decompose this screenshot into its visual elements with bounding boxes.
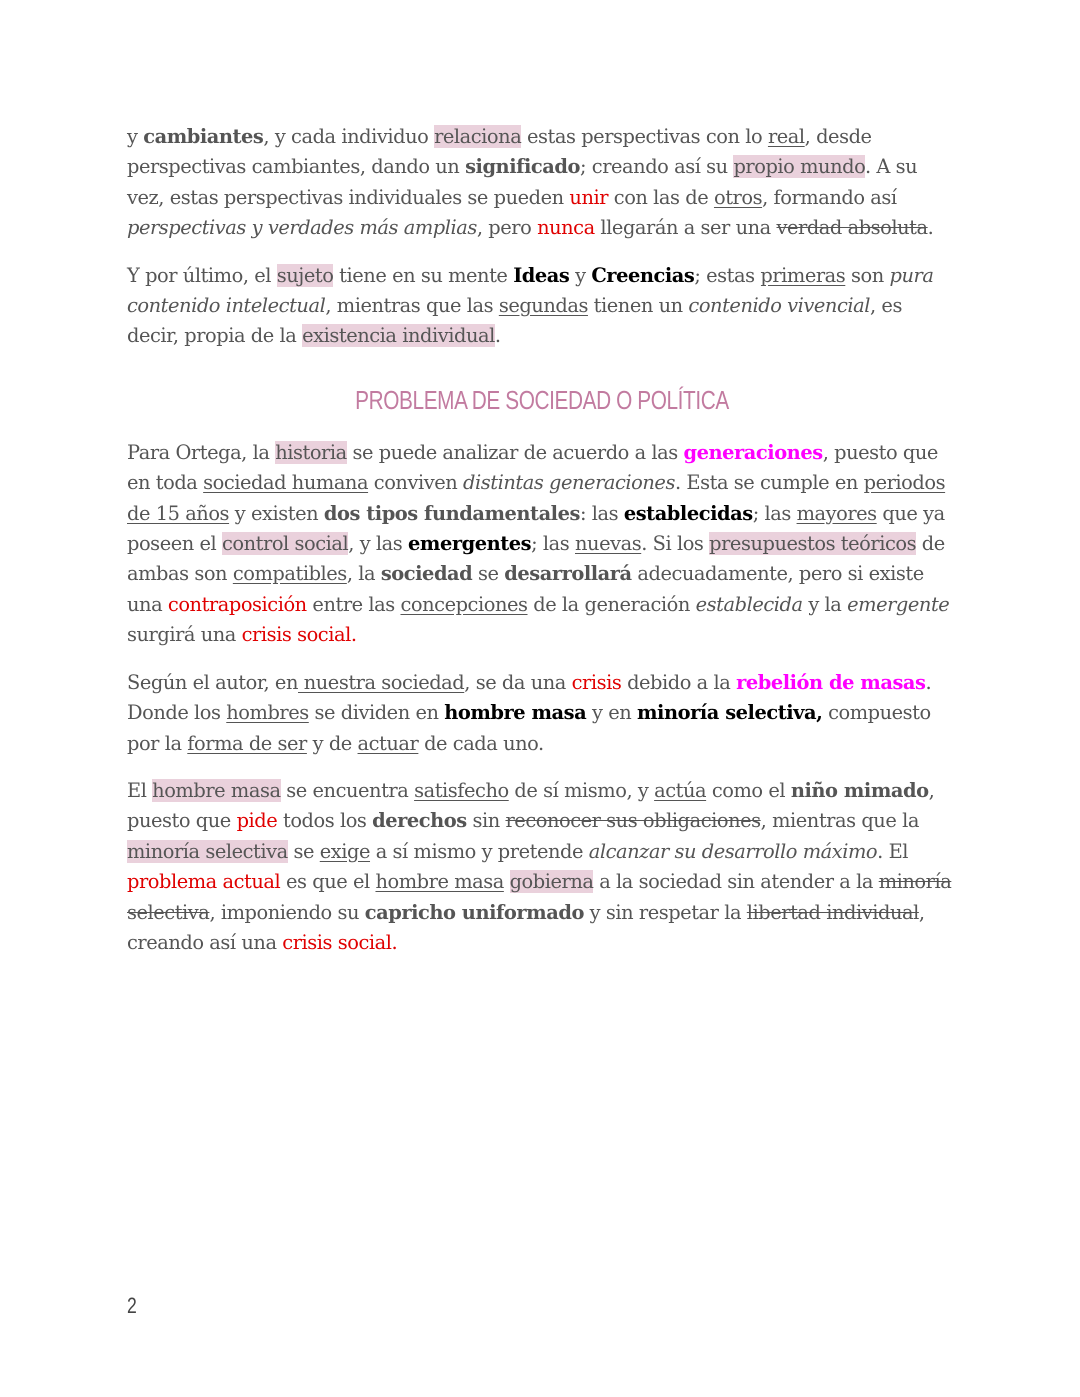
section-heading: PROBLEMA DE SOCIEDAD O POLÍTICA	[355, 384, 729, 415]
text: y	[569, 263, 592, 287]
highlighted-text: hombre masa	[152, 778, 281, 802]
text: Según el autor, en	[127, 670, 298, 694]
highlighted-text: existencia individual	[302, 324, 495, 348]
text: estas perspectivas con lo	[521, 125, 768, 148]
highlighted-text: relaciona	[434, 125, 522, 148]
underlined-text: forma de ser	[187, 731, 307, 755]
underlined-text: otros	[713, 185, 763, 209]
text: , mientras que la	[760, 809, 919, 833]
bold-text: cambiantes	[143, 125, 264, 148]
text: se puede analizar de acuerdo a las	[346, 440, 684, 464]
underlined-text: sociedad humana	[203, 471, 369, 495]
text: sin	[466, 809, 506, 833]
red-text: nunca	[537, 216, 595, 240]
text: , y las	[348, 532, 408, 556]
italic-text: emergente	[847, 592, 950, 616]
text: se encuentra	[280, 778, 415, 802]
highlighted-text: historia	[275, 440, 347, 464]
text: . A su vez, estas perspectivas individuales se pueden	[127, 155, 918, 209]
text: tienen un	[587, 294, 689, 318]
paragraph-perspectives	[127, 122, 957, 244]
text: . El	[877, 839, 909, 863]
text: de sí mismo, y	[508, 778, 655, 802]
italic-text: pura contenido intelectual	[127, 263, 934, 318]
text	[504, 870, 510, 893]
text: debido a la	[621, 670, 737, 694]
red-text: crisis social	[241, 623, 351, 647]
text: de la generación	[527, 592, 696, 616]
highlighted-text: gobierna	[509, 870, 594, 894]
text: es que el	[280, 870, 376, 894]
text: El	[127, 778, 153, 802]
text: a sí mismo y pretende	[370, 839, 589, 863]
underlined-text: actuar	[357, 731, 419, 755]
magenta-text: rebelión de masas	[736, 670, 926, 694]
underlined-text: hombre masa	[375, 870, 504, 894]
underlined-text: nuestra sociedad	[298, 670, 465, 694]
text: , la	[346, 562, 381, 586]
italic-text: contenido vivencial	[688, 294, 870, 318]
bold-text: hombre masa	[444, 701, 587, 725]
underlined-text: segundas	[498, 294, 588, 318]
bold-text: emergentes	[408, 532, 532, 556]
bold-text: Ideas	[513, 263, 570, 287]
text: ; las	[752, 501, 797, 525]
text: y en	[586, 701, 637, 725]
text: compuesto por la	[127, 701, 931, 755]
text: conviven	[368, 471, 464, 495]
text: de ambas son	[127, 532, 945, 586]
text: , se da una	[464, 670, 572, 694]
paragraph-rebelion	[127, 668, 957, 759]
text: y	[127, 125, 144, 148]
text: , puesto que	[127, 778, 935, 833]
bold-text: desarrollará	[504, 562, 632, 586]
text: ; las	[531, 532, 575, 556]
strikethrough-text: reconocer sus obligaciones	[505, 809, 761, 833]
bold-text: dos tipos fundamentales	[323, 501, 580, 525]
strikethrough-text: verdad absoluta	[776, 216, 928, 240]
highlighted-text: minoría selectiva	[127, 839, 288, 863]
underlined-text: concepciones	[400, 592, 528, 616]
underlined-text: mayores	[796, 501, 877, 525]
text: adecuadamente, pero si existe una	[127, 562, 924, 616]
strikethrough-text: minoría selectiva	[127, 870, 952, 924]
text: y existen	[229, 501, 324, 525]
underlined-text: actúa	[654, 778, 707, 802]
text: ; creando así su	[580, 155, 734, 179]
italic-text: establecida	[695, 592, 803, 616]
bold-text: minoría selectiva,	[636, 701, 823, 725]
italic-text: alcanzar su desarrollo máximo	[588, 839, 878, 863]
text: surgirá una	[127, 623, 242, 647]
underlined-text: periodos de 15 años	[127, 471, 946, 525]
text: , mientras que las	[325, 294, 499, 318]
text: , y cada individuo	[263, 125, 435, 148]
text: se dividen en	[308, 701, 445, 725]
paragraph-generations	[127, 438, 957, 651]
text: .	[494, 324, 501, 348]
highlighted-text: presupuestos teóricos	[709, 532, 917, 556]
underlined-text: nuevas	[575, 532, 642, 556]
underlined-text: exige	[319, 839, 371, 863]
text: que ya poseen el	[127, 501, 945, 556]
text: , pero	[476, 216, 538, 240]
text: llegarán a ser una	[594, 216, 777, 240]
bold-text: establecidas	[623, 501, 753, 525]
text: Para Ortega, la	[127, 440, 276, 464]
text: y la	[802, 592, 848, 616]
text: . Si los	[641, 532, 710, 556]
text: se	[472, 562, 505, 586]
text: y sin respetar la	[583, 900, 747, 924]
text: . Donde los	[127, 670, 932, 725]
text: de cada uno.	[418, 731, 544, 755]
bold-text: sociedad	[380, 562, 473, 586]
text: con las de	[608, 185, 714, 209]
italic-text: perspectivas y verdades más amplias	[127, 216, 477, 240]
bold-text: niño mimado	[790, 778, 929, 802]
text: .	[927, 216, 934, 240]
text: son	[845, 263, 890, 287]
text: Y por último, el	[127, 263, 277, 287]
text: como el	[706, 778, 791, 802]
text: y de	[306, 731, 358, 755]
text: : las	[579, 501, 624, 525]
highlighted-text: control social	[221, 532, 349, 556]
text: todos los	[277, 809, 373, 833]
red-text: .	[391, 930, 398, 954]
highlighted-text: propio mundo	[733, 155, 865, 179]
text: entre las	[306, 592, 401, 616]
text: , creando así una	[127, 900, 925, 954]
red-text: contraposición	[167, 592, 307, 616]
text: a la sociedad sin atender a la	[593, 870, 879, 894]
paragraph-hombre-masa	[127, 776, 957, 958]
underlined-text: satisfecho	[414, 778, 509, 802]
italic-text: distintas generaciones	[463, 471, 675, 495]
highlighted-text: sujeto	[276, 263, 334, 287]
underlined-text: real	[767, 125, 805, 148]
text: se	[287, 839, 320, 863]
magenta-text: generaciones	[683, 440, 823, 464]
page-number: 2	[127, 1293, 137, 1318]
red-text: .	[350, 623, 357, 647]
text: , formando así	[762, 185, 897, 209]
strikethrough-text: libertad individual	[746, 900, 919, 924]
bold-text: significado	[465, 155, 580, 179]
text: , desde perspectivas cambiantes, dando un	[127, 125, 872, 179]
text: ; estas	[694, 263, 761, 287]
red-text: crisis social	[282, 930, 392, 954]
text: , es decir, propia de la	[127, 294, 902, 348]
paragraph-ideas-creencias	[127, 261, 957, 352]
text: tiene en su mente	[333, 263, 514, 287]
red-text: crisis	[571, 670, 622, 694]
underlined-text: compatibles	[232, 562, 347, 586]
underlined-text: hombres	[226, 701, 309, 725]
text: , imponiendo su	[209, 900, 365, 924]
document-page	[127, 122, 957, 975]
red-text: unir	[569, 185, 609, 209]
bold-text: Creencias	[591, 263, 695, 287]
red-text: pide	[236, 809, 278, 833]
underlined-text: primeras	[760, 263, 846, 287]
red-text: problema actual	[127, 870, 281, 894]
text: . Esta se cumple en	[674, 471, 864, 495]
bold-text: capricho uniformado	[364, 900, 584, 924]
bold-text: derechos	[372, 809, 467, 833]
text: , puesto que en toda	[127, 440, 938, 495]
